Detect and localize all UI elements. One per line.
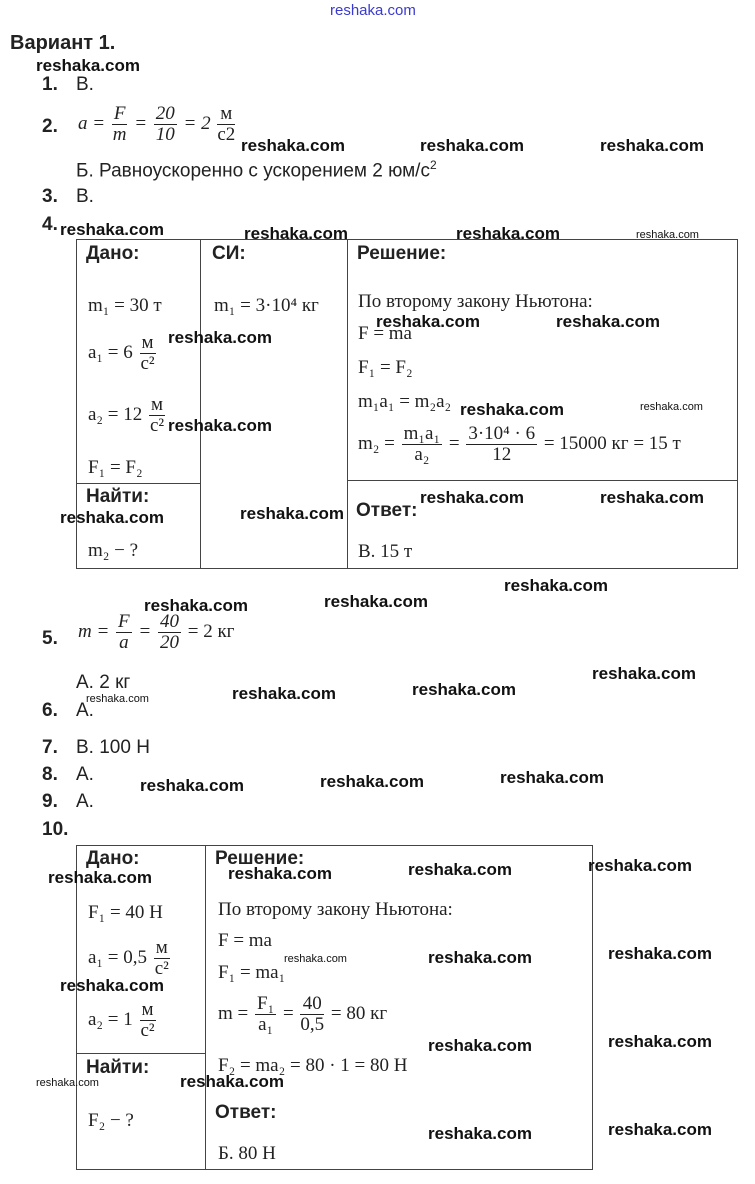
q10-given-f1: F₁ = 40 Н [88, 902, 163, 923]
q10-divider [76, 1053, 205, 1054]
q4-solution-label: Решение: [357, 243, 447, 264]
watermark[interactable]: reshaka.com [500, 768, 604, 787]
q4-si-value: m₁ = 3·10⁴ кг [214, 295, 319, 316]
watermark[interactable]: reshaka.com [556, 312, 660, 331]
q4-si-label: СИ: [212, 243, 246, 264]
q2-formula: a = $\frac{F}{m}$ = $\frac{20}{10}$ = 2 $\frac{м}{с2}$ [78, 103, 236, 145]
watermark[interactable]: reshaka.com [588, 856, 692, 875]
watermark[interactable]: reshaka.com [600, 136, 704, 155]
q5-formula: m = $\frac{F}{a}$ = $\frac{40}{20}$ = 2 кг [78, 611, 235, 653]
watermark[interactable]: reshaka.com [324, 592, 428, 611]
q1-answer: В. [76, 74, 94, 95]
q4-divider [76, 483, 200, 484]
watermark[interactable]: reshaka.com [428, 1036, 532, 1055]
q4-divider [200, 239, 201, 569]
q1-number: 1. [42, 74, 58, 95]
q7-answer: В. 100 Н [76, 737, 150, 758]
q4-find-label: Найти: [86, 486, 150, 507]
watermark[interactable]: reshaka.com [412, 680, 516, 699]
watermark[interactable]: reshaka.com [240, 504, 344, 523]
q4-number: 4. [42, 214, 58, 235]
q4-sol-4: m₂ = $\frac{\text{m₁a₁}}{\text{a₂}}$ = $\frac{\text{3·10⁴ · 6}}{12}$ = 15000 кг = 15 т [358, 423, 681, 465]
watermark[interactable]: reshaka.com [640, 401, 703, 413]
watermark[interactable]: reshaka.com [60, 220, 164, 239]
q7-number: 7. [42, 737, 58, 758]
watermark[interactable]: reshaka.com [140, 776, 244, 795]
watermark[interactable]: reshaka.com [376, 312, 480, 331]
watermark[interactable]: reshaka.com [244, 224, 348, 243]
q10-sol-1: F = ma [218, 930, 272, 951]
q2-number: 2. [42, 116, 58, 137]
header-watermark[interactable]: reshaka.com [330, 2, 416, 19]
q5-number: 5. [42, 628, 58, 649]
watermark[interactable]: reshaka.com [456, 224, 560, 243]
q4-sol-2: F₁ = F₂ [358, 357, 413, 378]
q6-number: 6. [42, 700, 58, 721]
watermark[interactable]: reshaka.com [428, 948, 532, 967]
q8-number: 8. [42, 764, 58, 785]
q4-given-label: Дано: [86, 243, 140, 264]
watermark[interactable]: reshaka.com [241, 136, 345, 155]
watermark[interactable]: reshaka.com [420, 488, 524, 507]
watermark[interactable]: reshaka.com [592, 664, 696, 683]
q8-answer: А. [76, 764, 94, 785]
watermark[interactable]: reshaka.com [636, 229, 699, 241]
q10-given-a1: a₁ = 0,5 $\frac{м}{\text{с²}}$ [88, 937, 169, 979]
watermark[interactable]: reshaka.com [168, 416, 272, 435]
watermark[interactable]: reshaka.com [420, 136, 524, 155]
watermark[interactable]: reshaka.com [86, 693, 149, 705]
q10-given-a2: a₂ = 1 $\frac{м}{\text{с²}}$ [88, 999, 155, 1041]
watermark[interactable]: reshaka.com [284, 953, 347, 965]
q10-number: 10. [42, 819, 69, 840]
watermark[interactable]: reshaka.com [408, 860, 512, 879]
q9-number: 9. [42, 791, 58, 812]
q6-answer: А. [76, 700, 94, 721]
q3-number: 3. [42, 186, 58, 207]
q4-answer-label: Ответ: [356, 500, 418, 521]
q4-sol-3: m₁a₁ = m₂a₂ [358, 391, 452, 412]
watermark[interactable]: reshaka.com [48, 868, 152, 887]
q10-solution-label: Решение: [215, 848, 305, 869]
watermark[interactable]: reshaka.com [460, 400, 564, 419]
q10-sol-text: По второму закону Ньютона: [218, 899, 453, 920]
q4-given-a1: a₁ = 6 $\frac{м}{\text{с²}}$ [88, 332, 155, 374]
q4-given-f: F₁ = F₂ [88, 457, 143, 478]
watermark[interactable]: reshaka.com [232, 684, 336, 703]
watermark[interactable]: reshaka.com [180, 1072, 284, 1091]
q10-divider [205, 845, 206, 1170]
watermark[interactable]: reshaka.com [60, 976, 164, 995]
q4-divider [347, 480, 738, 481]
q3-answer: В. [76, 186, 94, 207]
watermark[interactable]: reshaka.com [36, 1077, 99, 1089]
q2-answer: Б. Равноускоренно с ускорением 2 $юм/с^2$ [76, 158, 437, 182]
watermark[interactable]: reshaka.com [36, 56, 140, 75]
q4-divider [347, 239, 348, 569]
q4-given-a2: a₂ = 12 $\frac{м}{\text{с²}}$ [88, 394, 165, 436]
q10-sol-4: F₂ = ma₂ = 80 · 1 = 80 Н [218, 1055, 408, 1076]
q10-given-label: Дано: [86, 848, 140, 869]
q10-answer: Б. 80 Н [218, 1143, 276, 1164]
q4-given-m1: m₁ = 30 т [88, 295, 162, 316]
watermark[interactable]: reshaka.com [168, 328, 272, 347]
watermark[interactable]: reshaka.com [144, 596, 248, 615]
q10-sol-3: m = $\frac{\text{F₁}}{\text{a₁}}$ = $\frac{40}{0,5}$ = 80 кг [218, 993, 388, 1035]
watermark[interactable]: reshaka.com [228, 864, 332, 883]
q4-sol-text: По второму закону Ньютона: [358, 291, 593, 312]
q5-answer: А. 2 кг [76, 672, 131, 693]
page-title: Вариант 1. [10, 32, 116, 54]
watermark[interactable]: reshaka.com [608, 1120, 712, 1139]
watermark[interactable]: reshaka.com [504, 576, 608, 595]
watermark[interactable]: reshaka.com [600, 488, 704, 507]
q4-sol-1: F = ma [358, 323, 412, 344]
q10-sol-2: F₁ = ma₁ [218, 962, 286, 983]
watermark[interactable]: reshaka.com [428, 1124, 532, 1143]
q4-answer: В. 15 т [358, 541, 413, 562]
q10-find-value: F₂ − ? [88, 1110, 134, 1131]
watermark[interactable]: reshaka.com [60, 508, 164, 527]
q10-find-label: Найти: [86, 1057, 150, 1078]
q10-answer-label: Ответ: [215, 1102, 277, 1123]
watermark[interactable]: reshaka.com [320, 772, 424, 791]
q4-find-value: m₂ − ? [88, 540, 139, 561]
watermark[interactable]: reshaka.com [608, 1032, 712, 1051]
q9-answer: А. [76, 791, 94, 812]
watermark[interactable]: reshaka.com [608, 944, 712, 963]
